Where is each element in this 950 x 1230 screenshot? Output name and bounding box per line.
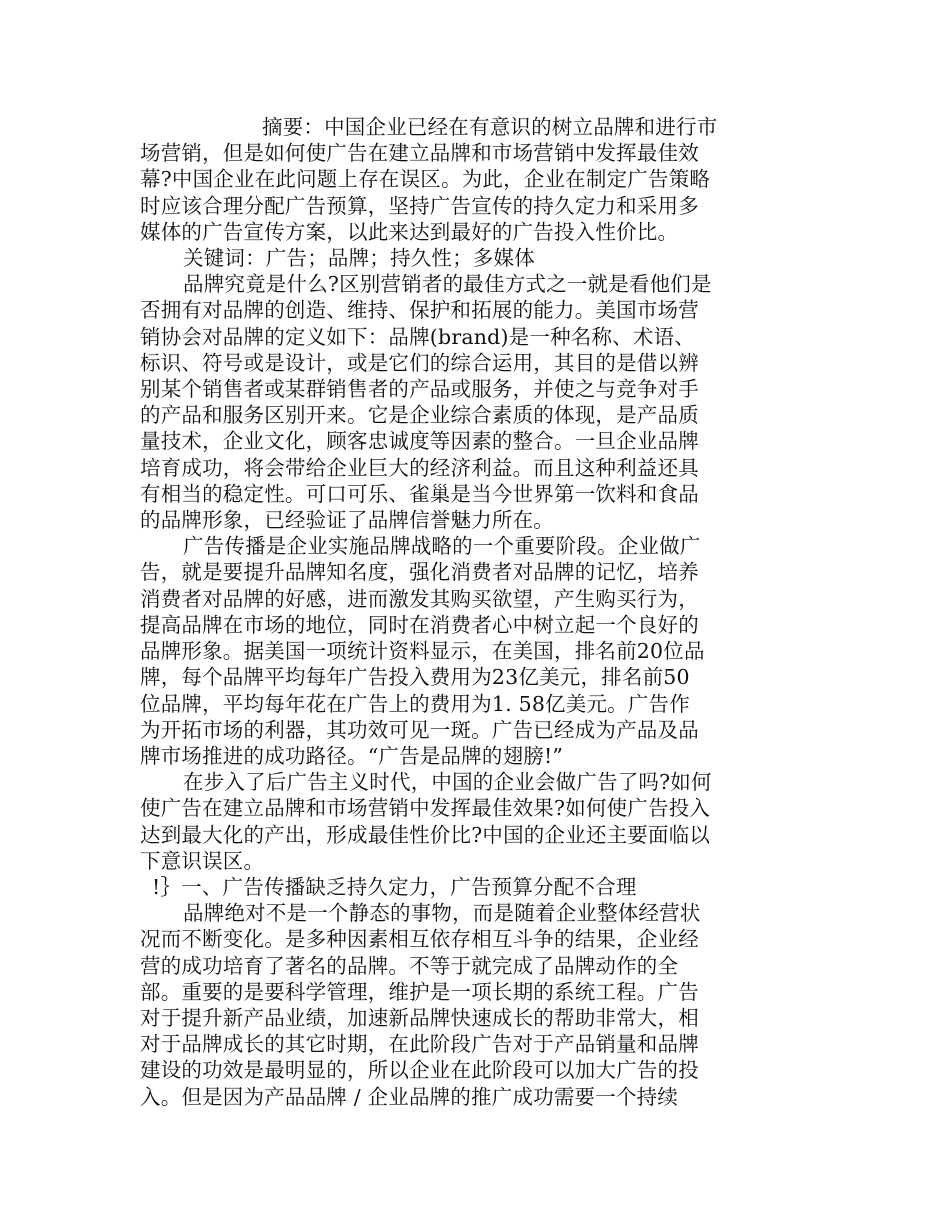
paragraph-line: 的品牌形象，已经验证了品牌信誉魅力所在。 [140, 508, 554, 532]
abstract-line: 幕?中国企业在此问题上存在误区。为此，企业在制定广告策略 [140, 167, 711, 191]
abstract-line: 场营销，但是如何使广告在建立品牌和市场营销中发挥最佳效 [140, 141, 699, 165]
abstract-line: 媒体的广告宣传方案，以此来达到最好的广告投入性价比。 [140, 220, 679, 244]
paragraph-line: 培育成功，将会带给企业巨大的经济利益。而且这种利益还具 [140, 456, 699, 480]
paragraph-line: 别某个销售者或某群销售者的产品或服务，并使之与竞争对手 [140, 377, 699, 401]
paragraph-line: 广告传播是企业实施品牌战略的一个重要阶段。企业做广 [183, 534, 701, 558]
abstract-line: 时应该合理分配广告预算，坚持广告宣传的持久定力和采用多 [140, 194, 699, 218]
paragraph-line: 牌，每个品牌平均每年广告投入费用为23亿美元，排名前50 [140, 665, 690, 689]
paragraph-line: 部。重要的是要科学管理，维护是一项长期的系统工程。广告 [140, 980, 699, 1004]
abstract-line: 摘要：中国企业已经在有意识的树立品牌和进行市 [262, 115, 718, 139]
paragraph-line: 况而不断变化。是多种因素相互依存相互斗争的结果，企业经 [140, 927, 699, 951]
paragraph-line: 对于提升新产品业绩，加速新品牌快速成长的帮助非常大，相 [140, 1006, 699, 1030]
paragraph-line: 入。但是因为产品品牌 / 企业品牌的推广成功需要一个持续 [140, 1085, 679, 1109]
paragraph-line: 提高品牌在市场的地位，同时在消费者心中树立起一个良好的 [140, 613, 699, 637]
paragraph-line: 品牌绝对不是一个静态的事物，而是随着企业整体经营状 [183, 901, 701, 925]
paragraph-line: 使广告在建立品牌和市场营销中发挥最佳效果?如何使广告投入 [140, 796, 711, 820]
paragraph-line: 达到最大化的产出，形成最佳性价比?中国的企业还主要面临以 [140, 823, 711, 847]
paragraph-line: 对于品牌成长的其它时期，在此阶段广告对于产品销量和品牌 [140, 1032, 699, 1056]
keywords-line: 关键词：广告；品牌；持久性；多媒体 [183, 246, 535, 270]
paragraph-line: 量技术，企业文化，顾客忠诚度等因素的整合。一旦企业品牌 [140, 429, 699, 453]
paragraph-line: 的产品和服务区别开来。它是企业综合素质的体现，是产品质 [140, 403, 699, 427]
paragraph-line: 为开拓市场的利器，其功效可见一斑。广告已经成为产品及品 [140, 718, 699, 742]
paragraph-line: 消费者对品牌的好感，进而激发其购买欲望，产生购买行为， [140, 587, 699, 611]
paragraph-line: 牌市场推进的成功路径。“广告是品牌的翅膀!” [140, 744, 564, 768]
paragraph-line: 告，就是要提升品牌知名度，强化消费者对品牌的记忆，培养 [140, 560, 699, 584]
paragraph-line: 营的成功培育了著名的品牌。不等于就完成了品牌动作的全 [140, 954, 679, 978]
paragraph-line: 品牌究竟是什么?区别营销者的最佳方式之一就是看他们是 [183, 272, 712, 296]
paragraph-line: 否拥有对品牌的创造、维持、保护和拓展的能力。美国市场营 [140, 298, 699, 322]
paragraph-line: 在步入了后广告主义时代，中国的企业会做广告了吗?如何 [183, 770, 712, 794]
paragraph-line: 有相当的稳定性。可口可乐、雀巢是当今世界第一饮料和食品 [140, 482, 699, 506]
paragraph-line: 下意识误区。 [140, 849, 265, 873]
paragraph-line: 标识、符号或是设计，或是它们的综合运用，其目的是借以辨 [140, 351, 699, 375]
paragraph-line: 位品牌，平均每年花在广告上的费用为1. 58亿美元。广告作 [140, 692, 690, 716]
paragraph-line: 销协会对品牌的定义如下：品牌(brand)是一种名称、术语、 [140, 325, 695, 349]
paragraph-line: 品牌形象。据美国一项统计资料显示，在美国，排名前20位品 [140, 639, 705, 663]
paragraph-line: 建设的功效是最明显的，所以企业在此阶段可以加大广告的投 [140, 1058, 699, 1082]
section-heading: !｝一、广告传播缺乏持久定力，广告预算分配不合理 [152, 875, 637, 899]
